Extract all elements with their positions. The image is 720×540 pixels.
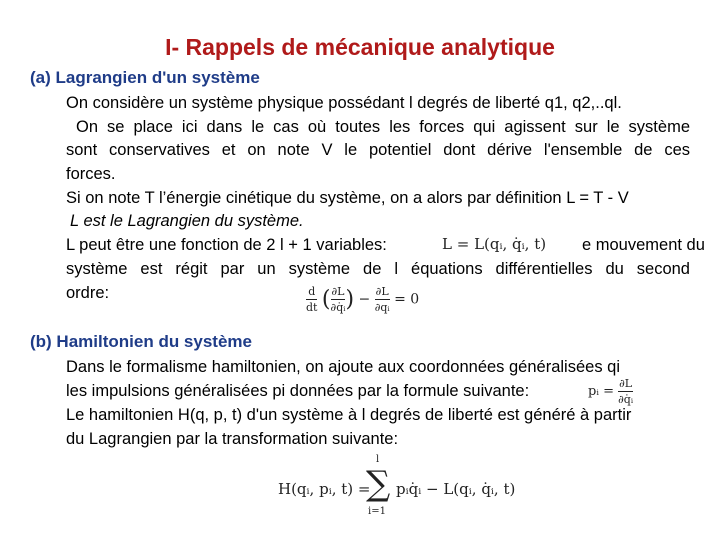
section-a-line-8: système est régit par un système de l équations différentielles du second (66, 260, 690, 278)
section-b-line-3: Le hamiltonien H(q, p, t) d'un système à l degrés de liberté est généré à partir (66, 406, 632, 424)
section-a-line-5: Si on note T l’énergie cinétique du système, on a alors par définition L = T - V (66, 189, 629, 207)
section-b-line-2: les impulsions généralisées pi données par la formule suivante: (66, 382, 530, 400)
hamiltonian-rhs: pᵢq̇ᵢ − L(qᵢ, q̇ᵢ, t) (396, 480, 516, 498)
euler-lagrange-equation: $\frac{d}{dt}$ ( $\frac{\partial L}{\text{∂q̇ᵢ}}$ ) − $\frac{\partial L}{\text{∂qᵢ}}$ = 0 (306, 285, 420, 314)
section-b-line-4: du Lagrangien par la transformation suivante: (66, 430, 399, 448)
section-a-line-7-start: L peut être une fonction de 2 l + 1 variables: (66, 236, 387, 254)
sum-lower-limit: i=1 (368, 506, 386, 517)
section-a-line-6: L est le Lagrangien du système. (70, 212, 304, 230)
sum-symbol: ∑ (366, 464, 391, 504)
section-a-line-7-end: e mouvement du (582, 236, 705, 254)
section-a-line-2: On se place ici dans le cas où toutes les forces qui agissent sur le système (76, 118, 690, 136)
section-b-heading: (b) Hamiltonien du système (30, 332, 252, 351)
lagrangian-formula: L = L(qᵢ, q̇ᵢ, t) (442, 232, 558, 256)
section-a-heading: (a) Lagrangien d'un système (30, 68, 260, 87)
momentum-formula: pᵢ = $\frac{\partial L}{\text{∂q̇ᵢ}}$ (588, 377, 634, 406)
sum-upper-limit: l (376, 454, 380, 465)
section-a-line-1: On considère un système physique possédant l degrés de liberté q1, q2,..ql. (66, 94, 622, 112)
section-b-line-1: Dans le formalisme hamiltonien, on ajoute aux coordonnées généralisées qi (66, 358, 620, 376)
hamiltonian-formula (278, 454, 518, 522)
section-a-line-9: ordre: (66, 284, 110, 302)
section-a-line-4: forces. (66, 165, 116, 183)
page-title: I- Rappels de mécanique analytique (165, 34, 555, 60)
section-a-line-3: sont conservatives et on note V le potentiel dont dérive l'ensemble de ces (66, 141, 690, 159)
hamiltonian-lhs: H(qᵢ, pᵢ, t) = (278, 480, 371, 498)
